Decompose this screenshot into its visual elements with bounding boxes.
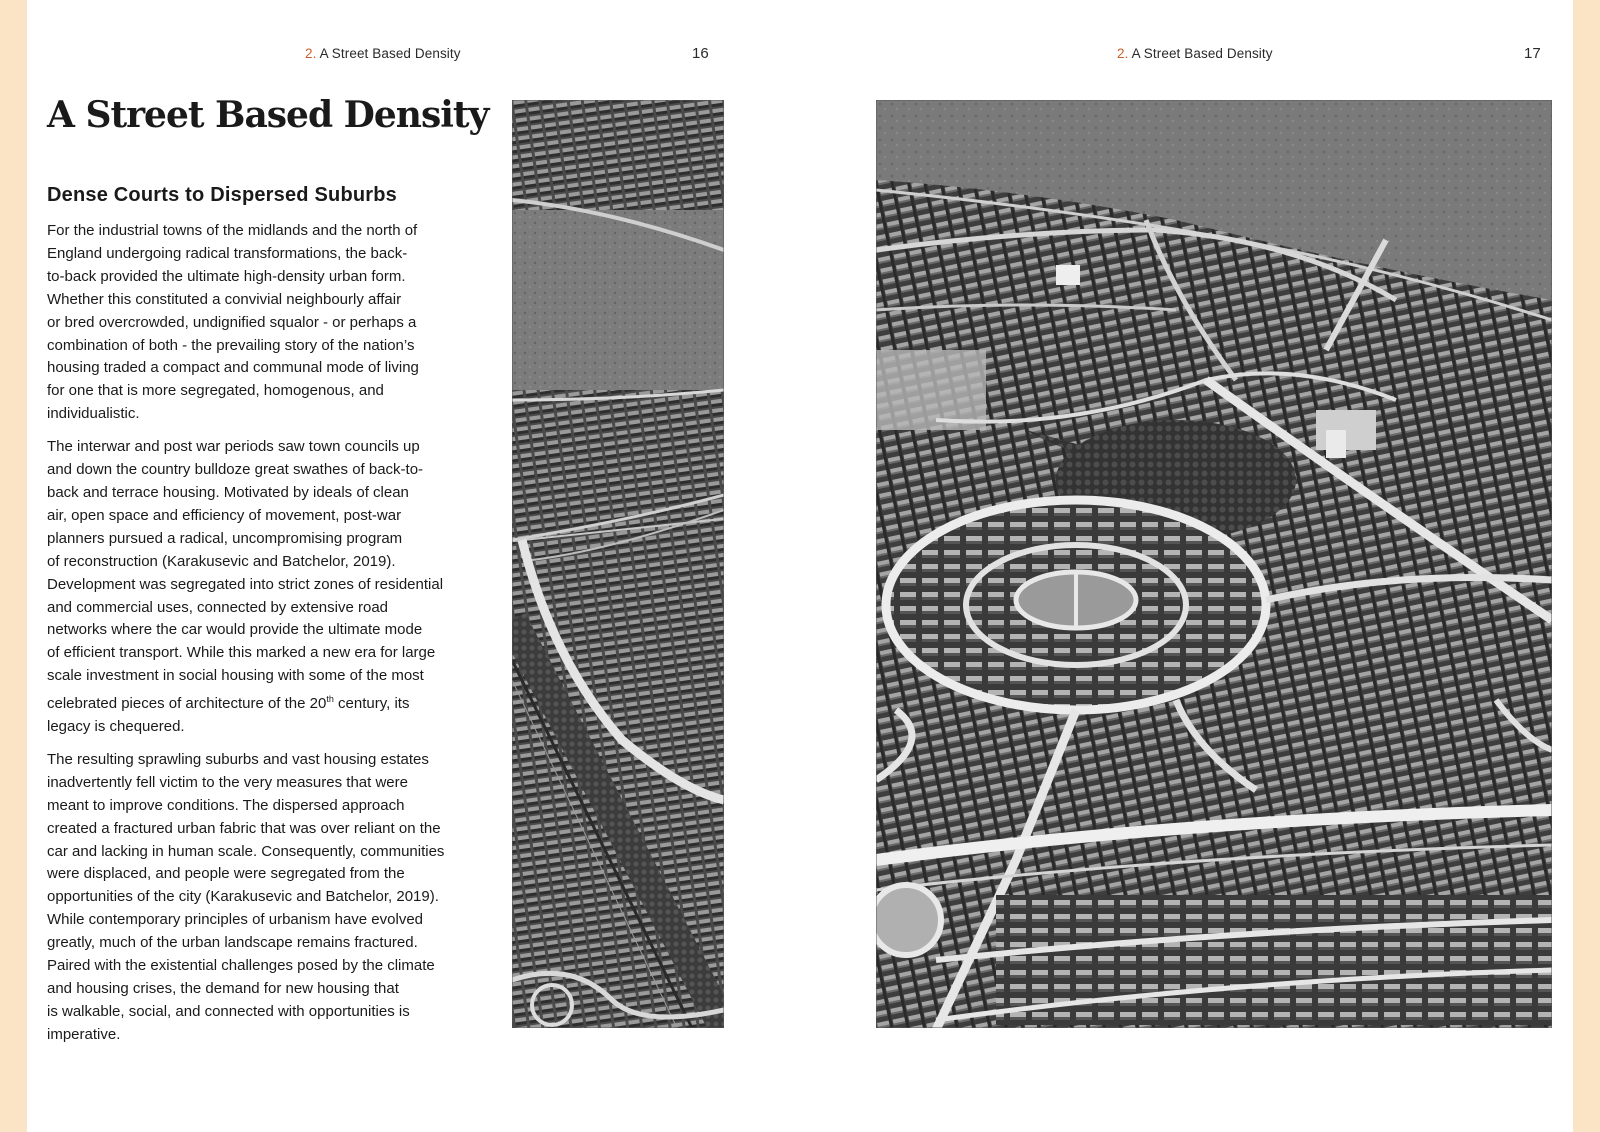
text-line: The resulting sprawling suburbs and vast housing estates	[47, 750, 429, 768]
text-line: and down the country bulldoze great swathes of back-to-	[47, 461, 424, 479]
text-line: combination of both - the prevailing story of the nation’s	[47, 336, 415, 354]
text-line: greatly, much of the urban landscape remains fractured.	[47, 934, 418, 952]
text-line: planners pursued a radical, uncompromising program	[47, 529, 403, 547]
text-line: were displaced, and people were segregated from the	[47, 865, 405, 883]
paragraph	[47, 220, 487, 426]
text-line: England undergoing radical transformations, the back-	[47, 244, 408, 262]
text-line: networks where the car would provide the ultimate mode	[47, 621, 423, 639]
running-header	[1117, 46, 1273, 61]
text-line: to-back provided the ultimate high-density urban form.	[47, 267, 406, 285]
text-line: and commercial uses, connected by extensive road	[47, 598, 389, 616]
superscript: th	[326, 694, 334, 705]
text-line: opportunities of the city (Karakusevic and Batchelor, 2019).	[47, 888, 439, 906]
running-header	[305, 46, 461, 61]
text-line: Whether this constituted a convivial neighbourly affair	[47, 290, 402, 308]
text-line: individualistic.	[47, 405, 140, 423]
text-line: of efficient transport. While this marked a new era for large	[47, 644, 436, 662]
aerial-photo-estate	[876, 100, 1552, 1028]
text-line: is walkable, social, and connected with opportunities is	[47, 1002, 410, 1020]
page-number: 16	[692, 45, 709, 62]
text-line: Paired with the existential challenges posed by the climate	[47, 957, 435, 975]
aerial-photo-strip	[512, 100, 724, 1028]
right-page	[827, 0, 1573, 1132]
book-spread	[27, 0, 1573, 1132]
text-line: air, open space and efficiency of movement, post-war	[47, 506, 402, 524]
paragraph	[47, 749, 487, 1047]
body-text	[47, 220, 487, 1057]
text-line: scale investment in social housing with some of the most	[47, 667, 424, 685]
text-line: of reconstruction (Karakusevic and Batchelor, 2019).	[47, 552, 396, 570]
paragraph	[47, 436, 487, 739]
text-line: meant to improve conditions. The dispersed approach	[47, 796, 405, 814]
text-line: The interwar and post war periods saw town councils up	[47, 438, 420, 456]
text-line: For the industrial towns of the midlands and the north of	[47, 222, 418, 239]
text-line: legacy is chequered.	[47, 718, 185, 736]
text-fragment: century, its	[333, 695, 410, 713]
text-line: imperative.	[47, 1025, 121, 1043]
left-page	[27, 0, 782, 1132]
text-line: inadvertently fell victim to the very measures that were	[47, 773, 408, 791]
text-line: back and terrace housing. Motivated by ideals of clean	[47, 483, 409, 501]
aerial-photo-image	[876, 100, 1552, 1028]
text-line: While contemporary principles of urbanism have evolved	[47, 911, 424, 929]
text-line: housing traded a compact and communal mode of living	[47, 359, 419, 377]
text-line: created a fractured urban fabric that was over reliant on the	[47, 819, 441, 837]
text-line: car and lacking in human scale. Consequently, communities	[47, 842, 445, 860]
text-fragment: celebrated pieces of architecture of the 20	[47, 695, 327, 713]
aerial-photo-image	[512, 100, 724, 1028]
chapter-title: A Street Based Density	[1131, 46, 1273, 61]
text-line: for one that is more segregated, homogenous, and	[47, 382, 384, 400]
text-line: or bred overcrowded, undignified squalor - or perhaps a	[47, 313, 417, 331]
text-line	[47, 688, 487, 716]
text-line: Development was segregated into strict zones of residential	[47, 575, 444, 593]
chapter-title: A Street Based Density	[319, 46, 461, 61]
section-subtitle: Dense Courts to Dispersed Suburbs	[47, 184, 397, 206]
chapter-number: 2.	[1117, 46, 1129, 61]
text-line: and housing crises, the demand for new housing that	[47, 980, 399, 997]
page-title: A Street Based Density	[47, 94, 489, 136]
chapter-number: 2.	[305, 46, 317, 61]
page-number: 17	[1524, 45, 1541, 62]
